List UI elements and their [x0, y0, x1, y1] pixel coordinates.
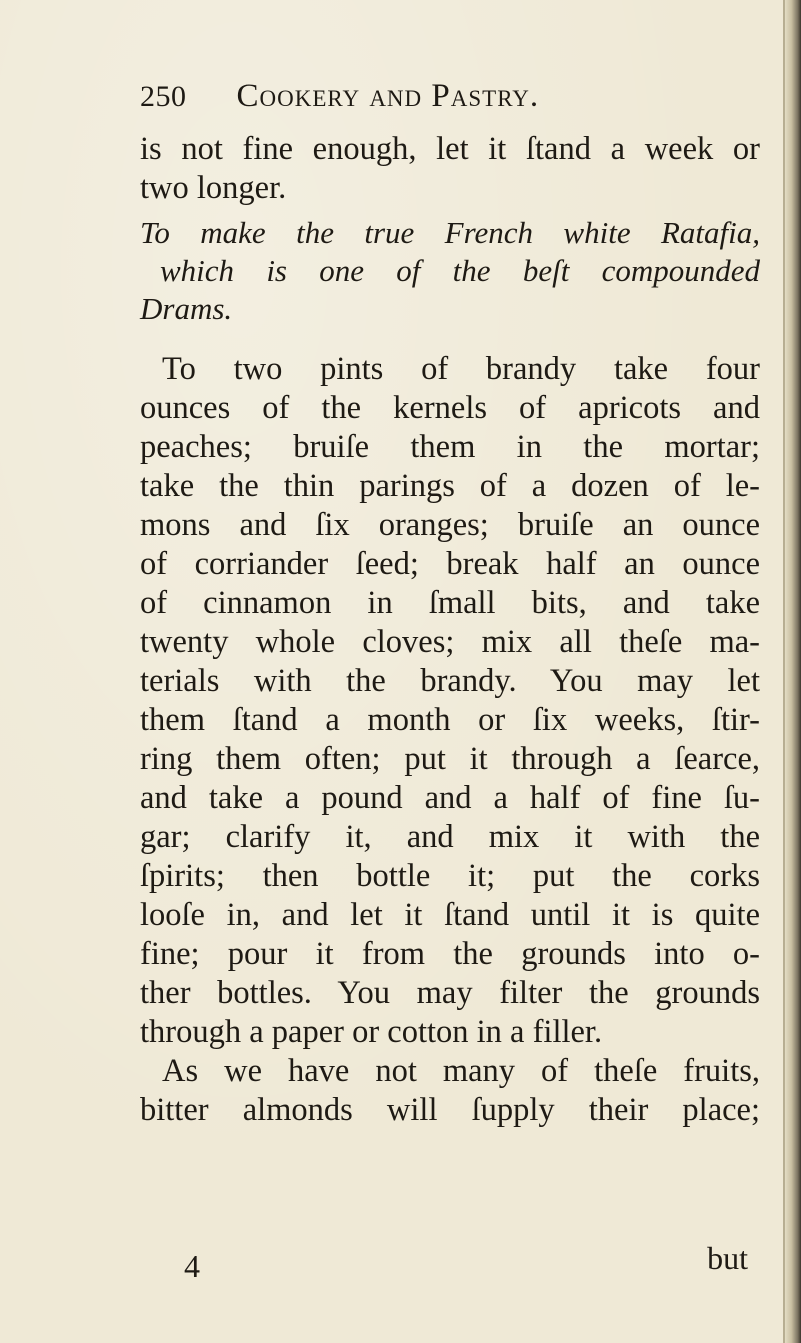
text-line: take the thin parings of a dozen of le- — [140, 468, 760, 504]
recipe-heading — [140, 214, 760, 328]
text-line: bitter almonds will ſupply their place; — [140, 1092, 760, 1128]
page-footer — [140, 1240, 760, 1288]
text-line: of corriander ſeed; break half an ounce — [140, 546, 760, 582]
heading-line: Drams. — [140, 291, 233, 326]
signature-mark: 4 — [184, 1248, 200, 1284]
text-line: ounces of the kernels of apricots and — [140, 390, 760, 426]
text-line: of cinnamon in ſmall bits, and take — [140, 585, 760, 621]
running-head — [140, 78, 700, 115]
text-line: fine; pour it from the grounds into o- — [140, 936, 760, 972]
text-line: and take a pound and a half of fine ſu- — [140, 780, 760, 816]
running-title: Cookery and Pastry. — [236, 78, 540, 114]
text-line: through a paper or cotton in a filler. — [140, 1014, 603, 1050]
catchword: but — [707, 1240, 748, 1276]
text-line: ther bottles. You may filter the grounds — [140, 975, 760, 1011]
text-line: ſpirits; then bottle it; put the corks — [140, 858, 760, 894]
text-line: As we have not many of theſe fruits, — [162, 1053, 760, 1089]
text-line: twenty whole cloves; mix all theſe ma- — [140, 624, 760, 660]
page-number: 250 — [140, 80, 187, 113]
text-line: them ſtand a month or ſix weeks, ſtir- — [140, 702, 760, 738]
second-paragraph — [140, 1052, 760, 1130]
text-line: is not fine enough, let it ſtand a week or — [140, 131, 760, 167]
heading-line: To make the true French white Ratafia, — [140, 215, 760, 250]
text-line: mons and ſix oranges; bruiſe an ounce — [140, 507, 760, 543]
text-line: gar; clarify it, and mix it with the — [140, 819, 760, 855]
text-line: two longer. — [140, 170, 287, 206]
text-line: terials with the brandy. You may let — [140, 663, 760, 699]
text-line: ring them often; put it through a ſearce, — [140, 741, 760, 777]
text-line: To two pints of brandy take four — [162, 351, 760, 387]
binding-edge — [785, 0, 801, 1343]
heading-line: which is one of the beſt compounded — [160, 253, 760, 288]
text-block — [140, 130, 760, 1130]
text-line: peaches; bruiſe them in the mortar; — [140, 429, 760, 465]
recipe-paragraph — [140, 350, 760, 1052]
text-line: looſe in, and let it ſtand until it is quite — [140, 897, 760, 933]
